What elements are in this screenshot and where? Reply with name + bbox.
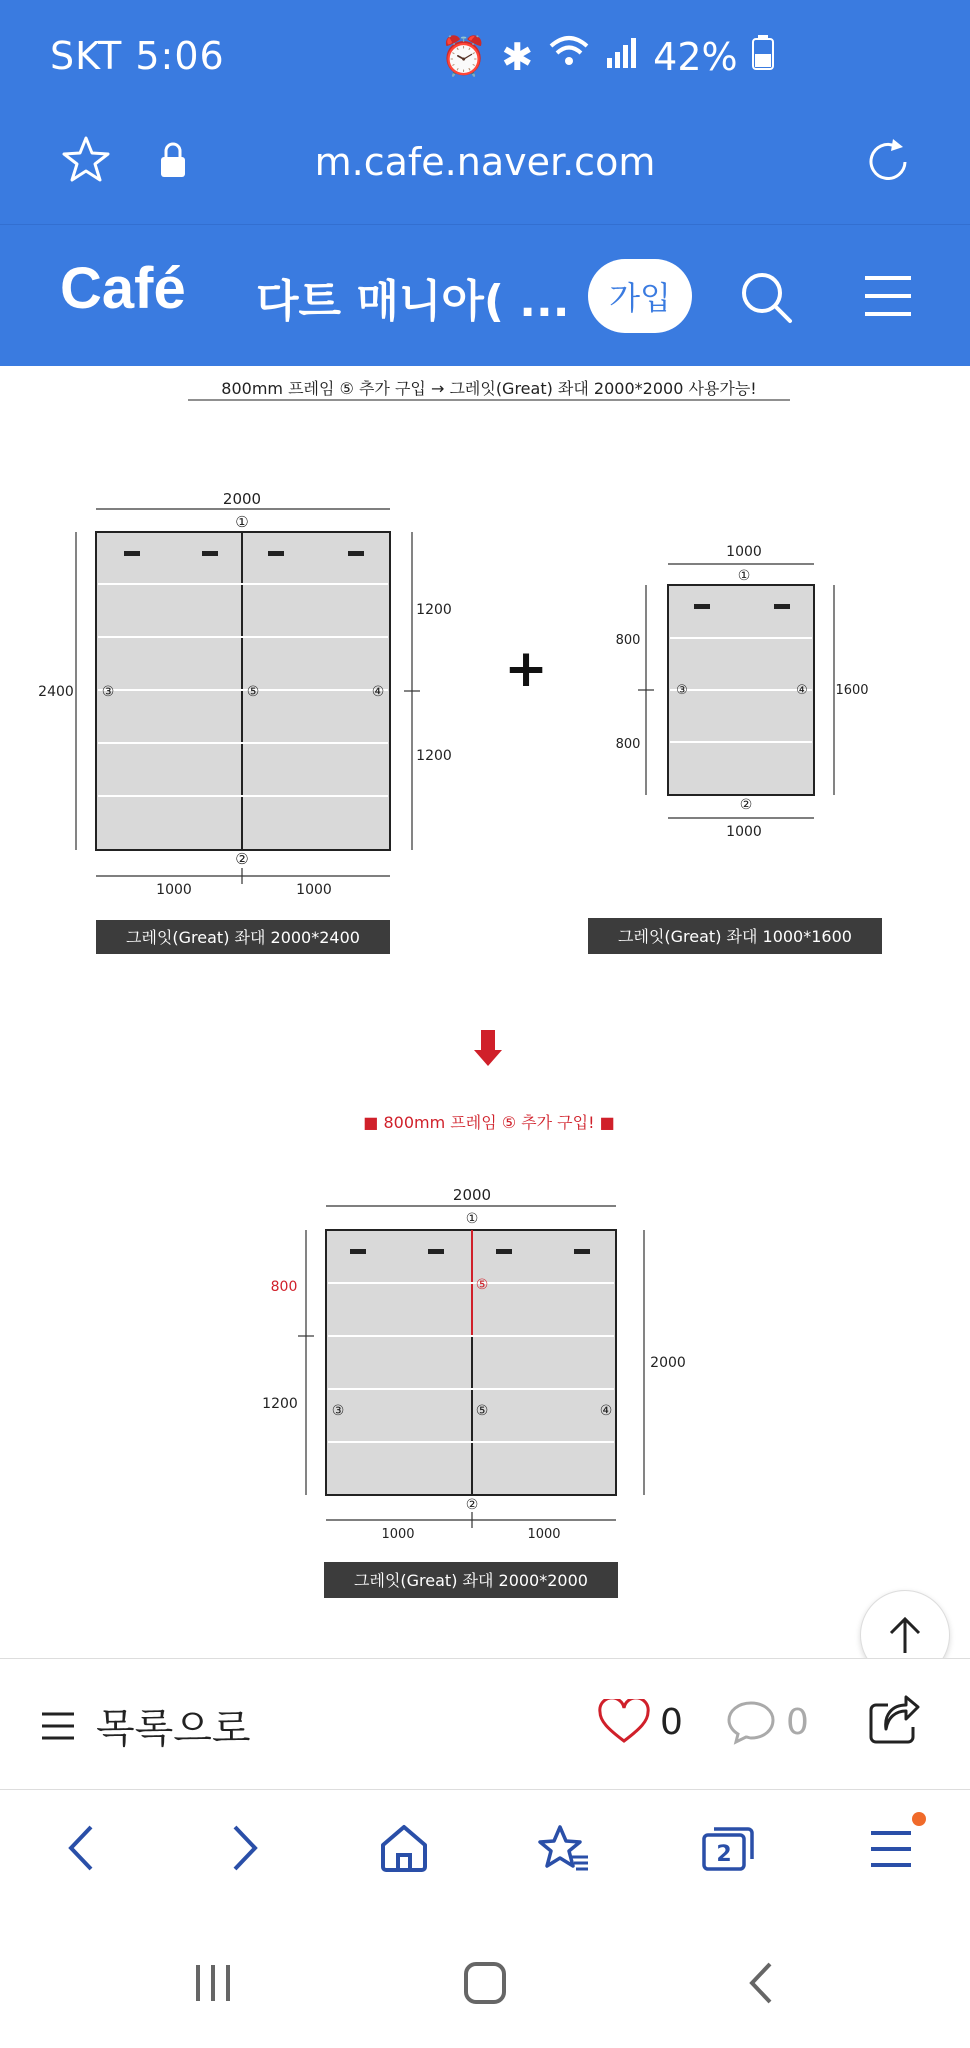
- svg-text:③: ③: [676, 683, 688, 698]
- back-icon[interactable]: [56, 1820, 104, 1876]
- svg-text:800: 800: [270, 1279, 298, 1295]
- svg-text:②: ②: [235, 850, 249, 868]
- comment-button[interactable]: [726, 1699, 809, 1745]
- cafe-title[interactable]: 다트 매니아( ...: [256, 276, 570, 327]
- caption-top: 800mm 프레임 ⑤ 추가 구입 → 그레잇(Great) 좌대 2000*2000 사용가능!: [221, 379, 757, 398]
- battery-icon: [752, 34, 774, 79]
- tabs-icon[interactable]: [698, 1820, 758, 1876]
- wifi-icon: [547, 34, 591, 79]
- back-to-list-label: 목록으로: [96, 1706, 251, 1752]
- url-text[interactable]: m.cafe.naver.com: [314, 140, 656, 184]
- bookmarks-icon[interactable]: [536, 1820, 592, 1876]
- search-icon[interactable]: [736, 267, 796, 327]
- status-carrier-time: SKT 5:06: [50, 34, 225, 78]
- system-nav-bar: [0, 1920, 970, 2048]
- board-left: [38, 490, 452, 954]
- svg-text:2000: 2000: [222, 490, 262, 508]
- status-icons: [440, 34, 774, 79]
- down-arrow-icon: [474, 1030, 502, 1066]
- join-button[interactable]: 가입: [588, 259, 692, 333]
- heart-icon: [598, 1699, 650, 1745]
- cafe-logo[interactable]: Café: [60, 256, 186, 321]
- post-action-bar: [0, 1658, 970, 1790]
- svg-text:②: ②: [465, 1497, 479, 1513]
- svg-text:③: ③: [331, 1403, 345, 1419]
- browser-menu-icon[interactable]: [864, 1820, 920, 1876]
- forward-icon[interactable]: [222, 1820, 270, 1876]
- svg-text:④: ④: [371, 684, 385, 700]
- plus-sign: +: [504, 639, 548, 699]
- share-button[interactable]: [868, 1695, 920, 1749]
- board-left-label: 그레잇(Great) 좌대 2000*2400: [126, 928, 360, 947]
- svg-text:2000: 2000: [452, 1186, 492, 1204]
- hamburger-menu-icon[interactable]: [862, 273, 914, 319]
- svg-text:⑤: ⑤: [246, 684, 260, 700]
- browser-nav-bar: [0, 1790, 970, 1920]
- svg-text:⑤: ⑤: [475, 1277, 489, 1293]
- cafe-header: [0, 224, 970, 366]
- reload-icon[interactable]: [858, 132, 918, 192]
- battery-percent: 42%: [653, 34, 738, 79]
- svg-text:2400: 2400: [38, 684, 74, 700]
- signal-icon: [605, 35, 639, 79]
- svg-text:1000: 1000: [726, 544, 762, 560]
- notification-dot: [912, 1812, 926, 1826]
- board-diagram: [0, 366, 970, 1658]
- bluetooth-icon: ✱: [501, 34, 534, 79]
- svg-text:②: ②: [739, 797, 753, 813]
- svg-text:①: ①: [235, 513, 249, 531]
- list-icon: [40, 1710, 76, 1742]
- svg-text:①: ①: [737, 568, 751, 584]
- caption-mid: ■ 800mm 프레임 ⑤ 추가 구입! ■: [363, 1113, 615, 1132]
- svg-text:1200: 1200: [262, 1396, 298, 1412]
- browser-url-bar: [0, 118, 970, 224]
- svg-text:2: 2: [716, 1842, 732, 1867]
- svg-text:1200: 1200: [416, 602, 452, 618]
- status-bar: [0, 0, 970, 118]
- comment-icon: [726, 1699, 776, 1745]
- system-back-icon[interactable]: [736, 1958, 786, 2008]
- comment-count: 0: [786, 1701, 809, 1743]
- board-right-label: 그레잇(Great) 좌대 1000*1600: [618, 927, 852, 946]
- home-button-icon[interactable]: [460, 1958, 510, 2008]
- svg-text:1000: 1000: [156, 882, 192, 898]
- svg-text:800: 800: [615, 737, 641, 752]
- home-icon[interactable]: [376, 1820, 432, 1876]
- svg-text:④: ④: [599, 1403, 613, 1419]
- svg-text:1000: 1000: [527, 1527, 561, 1542]
- share-icon: [868, 1695, 920, 1745]
- svg-text:2000: 2000: [650, 1355, 686, 1371]
- recent-apps-icon[interactable]: [188, 1958, 238, 2008]
- svg-text:④: ④: [796, 683, 808, 698]
- like-button[interactable]: [598, 1699, 683, 1745]
- svg-text:1200: 1200: [416, 748, 452, 764]
- svg-text:⑤: ⑤: [475, 1403, 489, 1419]
- arrow-up-icon: [885, 1613, 925, 1657]
- svg-text:③: ③: [101, 684, 115, 700]
- svg-text:1000: 1000: [381, 1527, 415, 1542]
- board-result: [262, 1186, 686, 1598]
- board-right: [588, 544, 882, 954]
- svg-text:800: 800: [615, 633, 641, 648]
- svg-text:1600: 1600: [835, 683, 869, 698]
- post-image: [0, 366, 970, 1658]
- like-count: 0: [660, 1701, 683, 1743]
- alarm-icon: ⏰: [440, 34, 488, 78]
- back-to-list-button[interactable]: [40, 1697, 251, 1754]
- svg-text:①: ①: [465, 1211, 479, 1227]
- board-result-label: 그레잇(Great) 좌대 2000*2000: [354, 1571, 588, 1590]
- svg-text:1000: 1000: [726, 824, 762, 840]
- svg-text:1000: 1000: [296, 882, 332, 898]
